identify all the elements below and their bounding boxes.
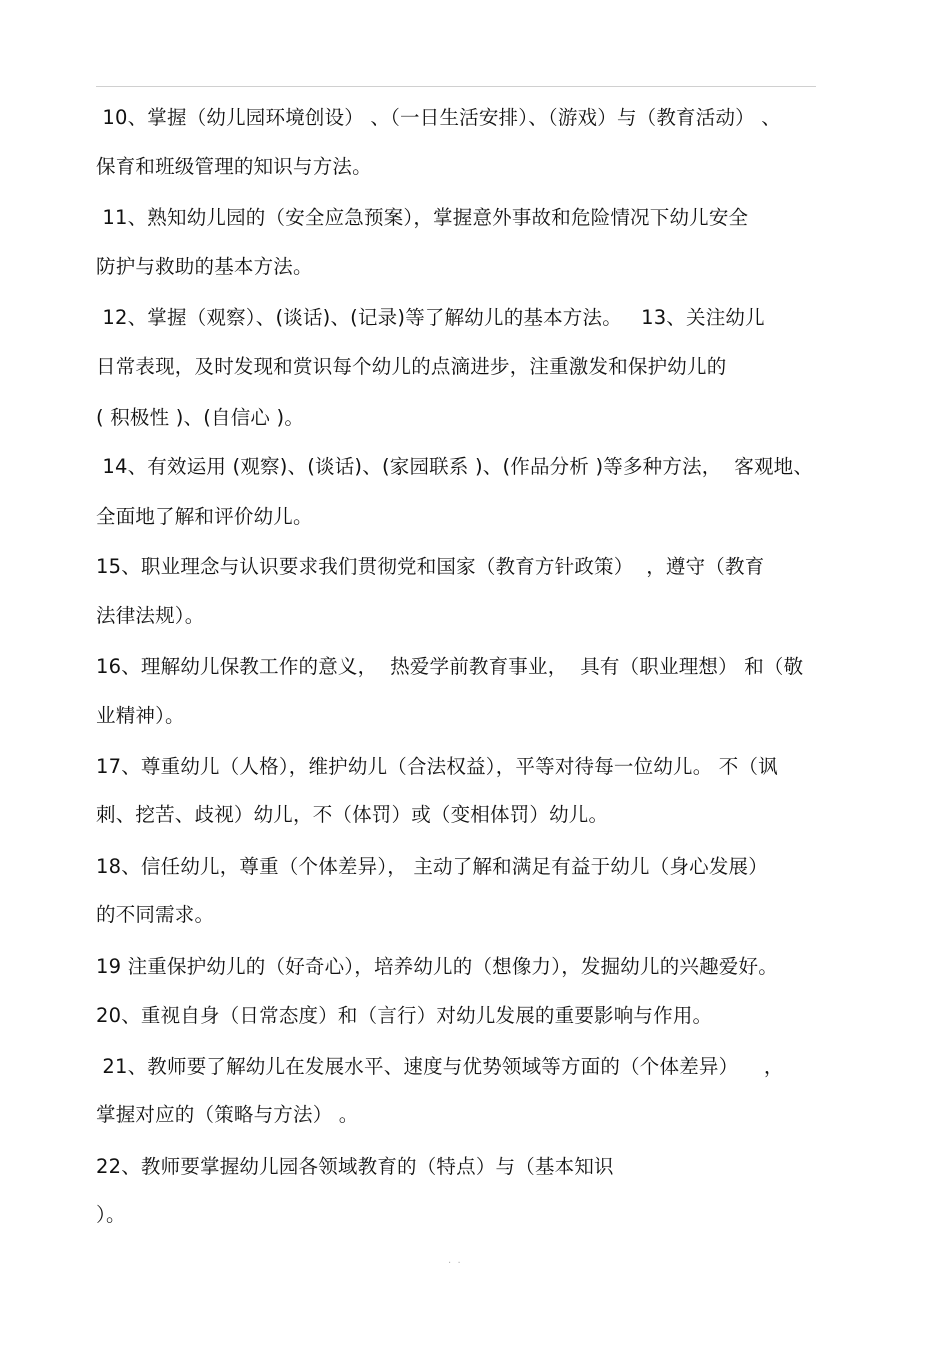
text-line: 18、信任幼儿，尊重（个体差异）， 主动了解和满足有益于幼儿（身心发展）	[96, 855, 768, 878]
text-line: 15、职业理念与认识要求我们贯彻党和国家（教育方针政策） ，遵守（教育	[96, 555, 765, 578]
text-line: 17、尊重幼儿（人格），维护幼儿（合法权益），平等对待每一位幼儿。 不（讽	[96, 755, 778, 778]
text-line: 的不同需求。	[96, 903, 215, 926]
text-line: 12、掌握（观察）、(谈话)、(记录)等了解幼儿的基本方法。 13、关注幼儿	[96, 306, 765, 329]
text-line: 保育和班级管理的知识与方法。	[96, 155, 372, 178]
text-line: 日常表现，及时发现和赏识每个幼儿的点滴进步，注重激发和保护幼儿的	[96, 355, 727, 378]
text-line: 掌握对应的（策略与方法） 。	[96, 1103, 359, 1126]
text-line: ( 积极性 )、(自信心 )。	[96, 406, 305, 429]
text-line: 14、有效运用 (观察)、(谈话)、(家园联系 )、(作品分析 )等多种方法， 客观地、	[96, 455, 814, 478]
text-line: 10、掌握（幼儿园环境创设） 、（一日生活安排）、（游戏）与（教育活动） 、	[96, 106, 781, 129]
text-line: 防护与救助的基本方法。	[96, 255, 313, 278]
text-line: 16、理解幼儿保教工作的意义， 热爱学前教育事业， 具有（职业理想） 和（敬	[96, 655, 804, 678]
text-line: 22、教师要掌握幼儿园各领域教育的（特点）与（基本知识	[96, 1155, 614, 1178]
header-rule	[96, 86, 816, 87]
text-line: 法律法规）。	[96, 604, 205, 627]
text-line: 11、熟知幼儿园的（安全应急预案），掌握意外事故和危险情况下幼儿安全	[96, 206, 749, 229]
text-line: ）。	[96, 1203, 126, 1226]
text-line: 刺、挖苦、歧视）幼儿，不（体罚）或（变相体罚）幼儿。	[96, 803, 609, 826]
text-line: 业精神）。	[96, 704, 185, 727]
text-line: 20、重视自身（日常态度）和（言行）对幼儿发展的重要影响与作用。	[96, 1004, 713, 1027]
text-line: 19 注重保护幼儿的（好奇心），培养幼儿的（想像力），发掘幼儿的兴趣爱好。	[96, 955, 778, 978]
text-line: 全面地了解和评价幼儿。	[96, 505, 313, 528]
page-footer-mark: · ·	[448, 1258, 461, 1269]
text-line: 21、教师要了解幼儿在发展水平、速度与优势领域等方面的（个体差异） ，	[96, 1055, 784, 1078]
